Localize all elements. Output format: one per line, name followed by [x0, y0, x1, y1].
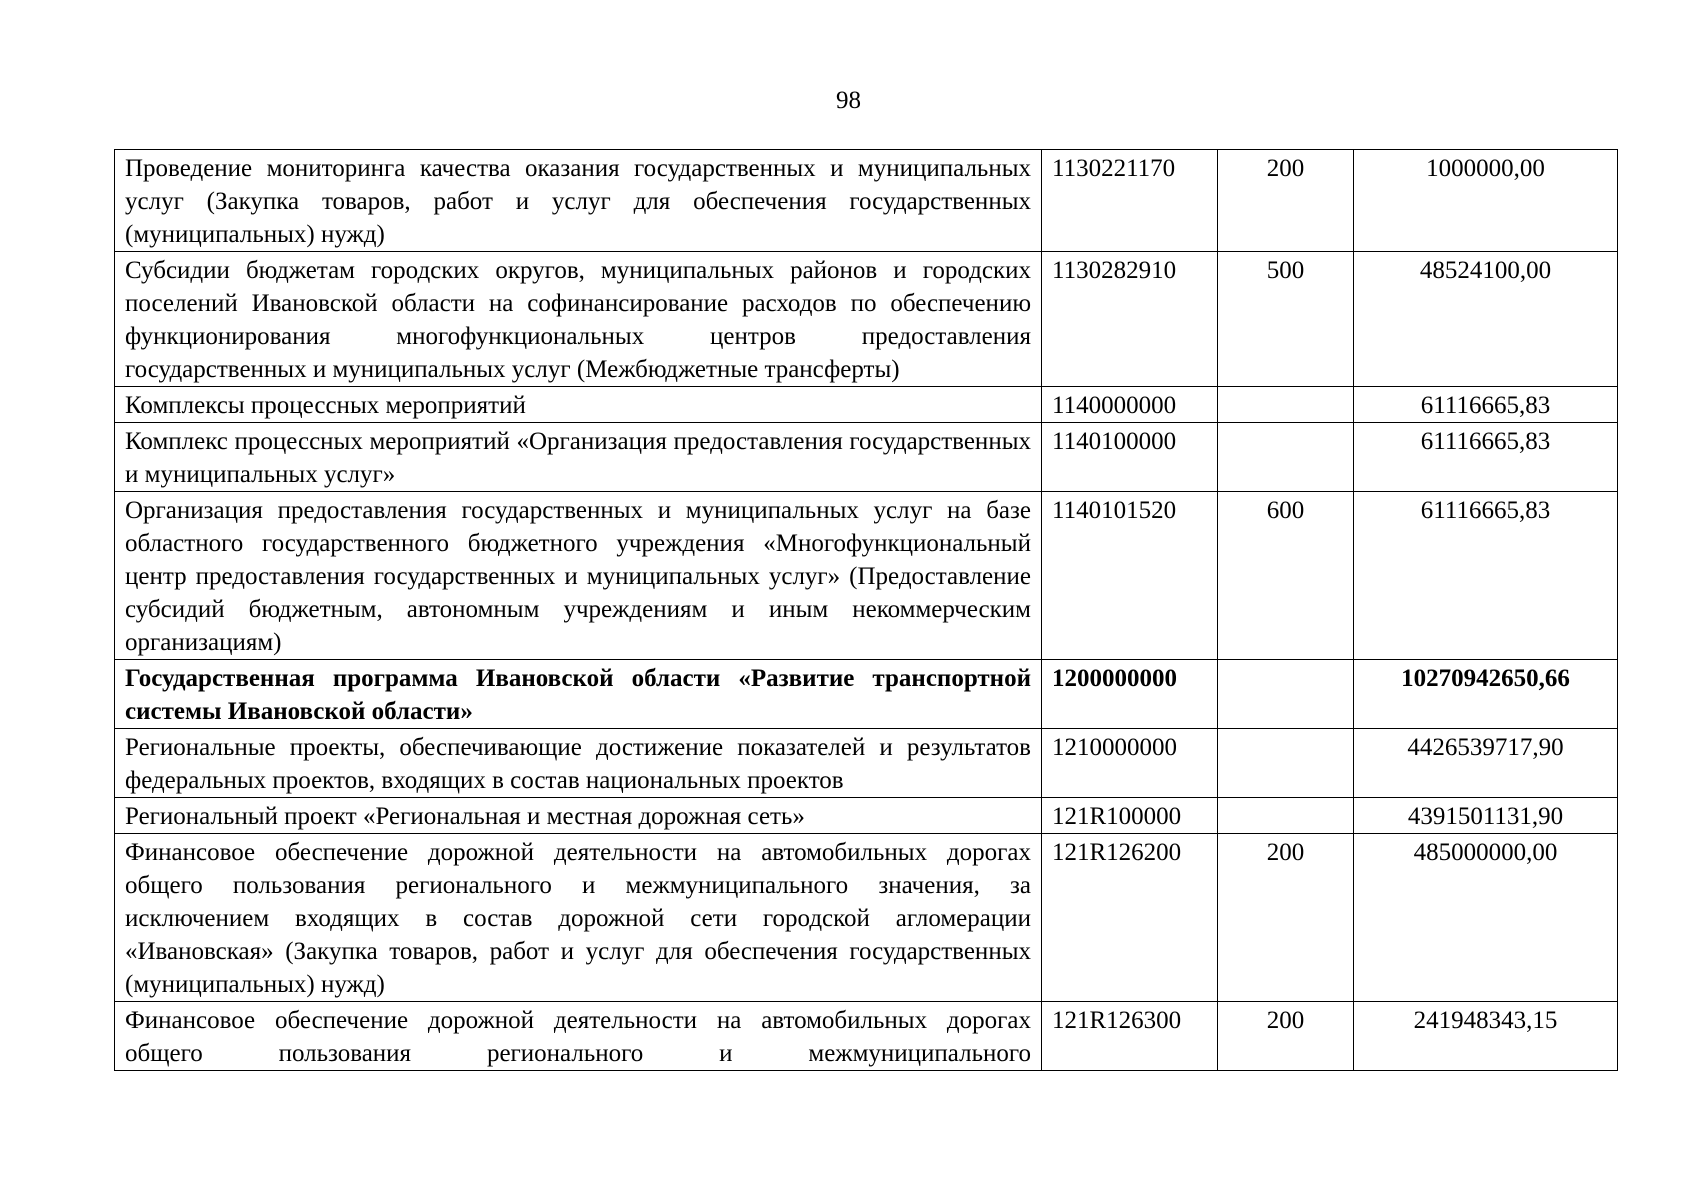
row-code: 1200000000: [1042, 660, 1218, 729]
row-name: Финансовое обеспечение дорожной деятельности на автомобильных дорогах общего пользования регионального и межмуниципального значения, за исключением входящих в состав дорожной сети городской агломерации «Ивановская» (Закупка товаров, работ и услуг для обеспечения государственных (муниципальных) нужд): [115, 834, 1042, 1002]
row-code: 1210000000: [1042, 729, 1218, 798]
row-expense-type: [1218, 660, 1354, 729]
row-expense-type: 200: [1218, 1002, 1354, 1071]
row-expense-type: 500: [1218, 252, 1354, 387]
row-code: 1130221170: [1042, 150, 1218, 252]
row-expense-type: 200: [1218, 834, 1354, 1002]
row-sum: 61116665,83: [1354, 423, 1618, 492]
row-code: 121R126300: [1042, 1002, 1218, 1071]
row-sum: 1000000,00: [1354, 150, 1618, 252]
row-code: 1140000000: [1042, 387, 1218, 423]
table-row: [115, 834, 1618, 1002]
table-row: [115, 729, 1618, 798]
row-name: Комплекс процессных мероприятий «Организация предоставления государственных и муниципальных услуг»: [115, 423, 1042, 492]
row-code: 121R126200: [1042, 834, 1218, 1002]
table-row: [115, 798, 1618, 834]
row-expense-type: 600: [1218, 492, 1354, 660]
row-sum: 485000000,00: [1354, 834, 1618, 1002]
row-name: Государственная программа Ивановской области «Развитие транспортной системы Ивановской области»: [115, 660, 1042, 729]
table-row: [115, 150, 1618, 252]
row-code: 1140101520: [1042, 492, 1218, 660]
table-row: [115, 492, 1618, 660]
row-expense-type: [1218, 423, 1354, 492]
row-name: Финансовое обеспечение дорожной деятельности на автомобильных дорогах общего пользования регионального и межмуниципального: [115, 1002, 1042, 1071]
row-sum: 10270942650,66: [1354, 660, 1618, 729]
row-sum: 61116665,83: [1354, 387, 1618, 423]
row-name: Комплексы процессных мероприятий: [115, 387, 1042, 423]
table-row: [115, 660, 1618, 729]
row-name: Региональный проект «Региональная и местная дорожная сеть»: [115, 798, 1042, 834]
row-sum: 4426539717,90: [1354, 729, 1618, 798]
row-sum: 4391501131,90: [1354, 798, 1618, 834]
row-name: Региональные проекты, обеспечивающие достижение показателей и результатов федеральных проектов, входящих в состав национальных проектов: [115, 729, 1042, 798]
page-number: 98: [836, 87, 861, 114]
row-sum: 48524100,00: [1354, 252, 1618, 387]
table-row: [115, 1002, 1618, 1071]
budget-table: [114, 149, 1618, 1071]
row-code: 1130282910: [1042, 252, 1218, 387]
row-name: Организация предоставления государственных и муниципальных услуг на базе областного государственного бюджетного учреждения «Многофункциональный центр предоставления государственных и муниципальных услуг» (Предоставление субсидий бюджетным, автономным учреждениям и иным некоммерческим организациям): [115, 492, 1042, 660]
row-code: 1140100000: [1042, 423, 1218, 492]
row-expense-type: [1218, 387, 1354, 423]
row-sum: 61116665,83: [1354, 492, 1618, 660]
table-row: [115, 387, 1618, 423]
row-expense-type: [1218, 729, 1354, 798]
row-expense-type: 200: [1218, 150, 1354, 252]
row-expense-type: [1218, 798, 1354, 834]
row-code: 121R100000: [1042, 798, 1218, 834]
row-sum: 241948343,15: [1354, 1002, 1618, 1071]
table-row: [115, 423, 1618, 492]
row-name: Субсидии бюджетам городских округов, муниципальных районов и городских поселений Ивановской области на софинансирование расходов по обеспечению функционирования многофункциональных центров предоставления государственных и муниципальных услуг (Межбюджетные трансферты): [115, 252, 1042, 387]
table-row: [115, 252, 1618, 387]
row-name: Проведение мониторинга качества оказания государственных и муниципальных услуг (Закупка товаров, работ и услуг для обеспечения государственных (муниципальных) нужд): [115, 150, 1042, 252]
